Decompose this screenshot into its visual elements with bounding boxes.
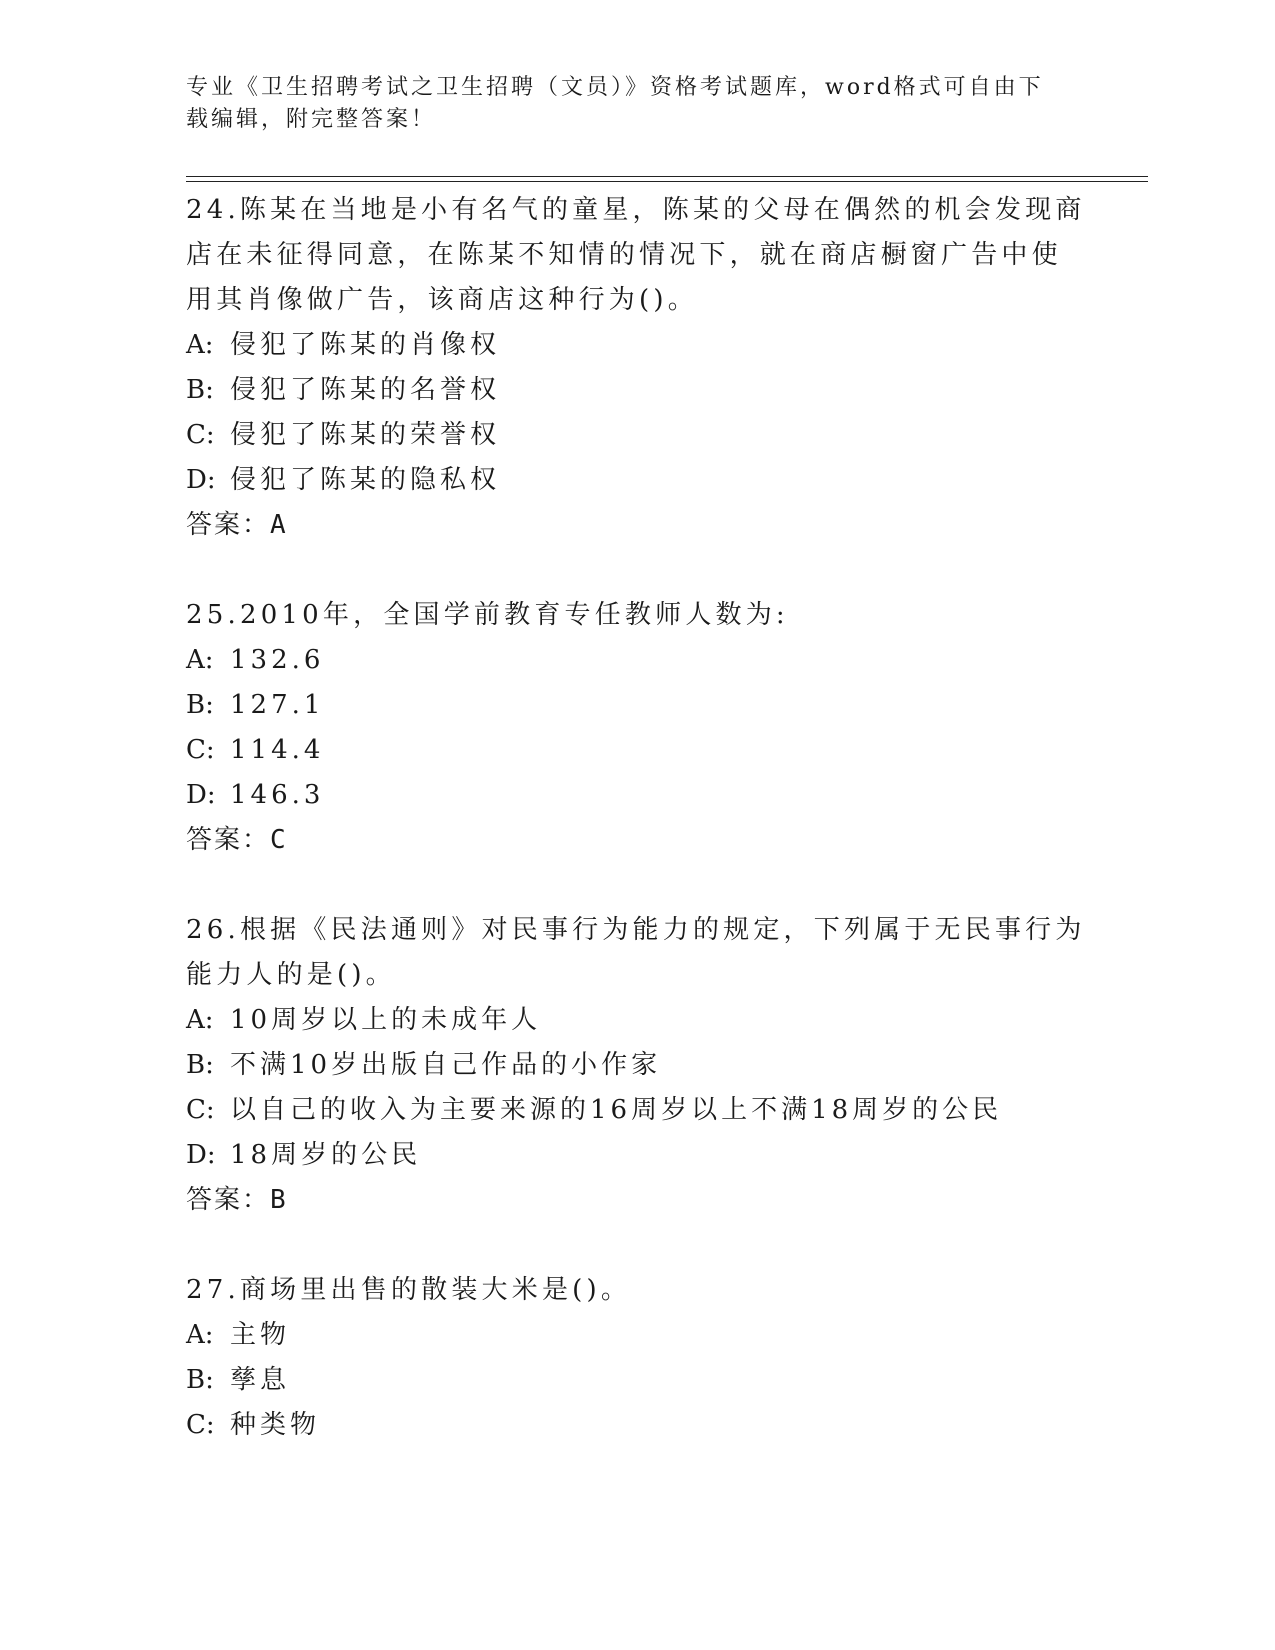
option-letter: A: xyxy=(186,330,214,360)
option-letter: B: xyxy=(186,1365,214,1395)
option-text: 18周岁的公民 xyxy=(230,1140,422,1170)
option-letter: B: xyxy=(186,375,214,405)
option-letter: D: xyxy=(186,465,216,495)
option-letter: D: xyxy=(186,780,216,810)
answer-line xyxy=(186,503,1086,548)
option-letter: A: xyxy=(186,645,214,675)
option-letter: D: xyxy=(186,1140,216,1170)
option-text: 以自己的收入为主要来源的16周岁以上不满18周岁的公民 xyxy=(230,1095,1003,1125)
answer-label: 答案： xyxy=(186,510,271,540)
option-c xyxy=(186,728,1086,773)
answer-label: 答案： xyxy=(186,1185,271,1215)
option-text: 孳息 xyxy=(230,1365,291,1395)
option-a xyxy=(186,1313,1086,1358)
option-b xyxy=(186,683,1086,728)
option-letter: A: xyxy=(186,1005,214,1035)
header-divider-top xyxy=(186,176,1148,177)
option-text: 114.4 xyxy=(230,735,325,765)
option-c xyxy=(186,413,1086,458)
option-letter: B: xyxy=(186,690,214,720)
option-text: 侵犯了陈某的名誉权 xyxy=(230,375,501,405)
option-c xyxy=(186,1403,1086,1448)
option-text: 132.6 xyxy=(230,645,325,675)
option-b xyxy=(186,1043,1086,1088)
option-c xyxy=(186,1088,1086,1133)
option-a xyxy=(186,323,1086,368)
question-stem: 26.根据《民法通则》对民事行为能力的规定，下列属于无民事行为能力人的是()。 xyxy=(186,915,1086,990)
option-text: 146.3 xyxy=(230,780,325,810)
answer-value: C xyxy=(270,825,288,855)
option-text: 主物 xyxy=(230,1320,291,1350)
option-letter: C: xyxy=(186,1095,215,1125)
option-text: 侵犯了陈某的隐私权 xyxy=(230,465,501,495)
option-b xyxy=(186,1358,1086,1403)
option-letter: A: xyxy=(186,1320,214,1350)
question-stem: 24.陈某在当地是小有名气的童星，陈某的父母在偶然的机会发现商店在未征得同意，在陈某不知情的情况下，就在商店橱窗广告中使用其肖像做广告，该商店这种行为()。 xyxy=(186,195,1086,315)
answer-value: A xyxy=(270,510,288,540)
answer-line xyxy=(186,818,1086,863)
option-letter: C: xyxy=(186,1410,215,1440)
option-text: 10周岁以上的未成年人 xyxy=(230,1005,542,1035)
answer-line xyxy=(186,1178,1086,1223)
option-a xyxy=(186,638,1086,683)
header-divider-bottom xyxy=(186,181,1148,182)
answer-label: 答案： xyxy=(186,825,271,855)
option-letter: C: xyxy=(186,735,215,765)
option-text: 127.1 xyxy=(230,690,325,720)
document-header: 专业《卫生招聘考试之卫生招聘（文员）》资格考试题库，word格式可自由下载编辑，附完整答案！ xyxy=(186,75,1044,132)
answer-value: B xyxy=(270,1185,288,1215)
question-24 xyxy=(186,188,1086,548)
option-text: 侵犯了陈某的肖像权 xyxy=(230,330,501,360)
question-stem: 27.商场里出售的散装大米是()。 xyxy=(186,1275,632,1305)
option-b xyxy=(186,368,1086,413)
question-25 xyxy=(186,593,1086,863)
option-text: 侵犯了陈某的荣誉权 xyxy=(230,420,501,450)
question-stem: 25.2010年，全国学前教育专任教师人数为: xyxy=(186,600,789,630)
option-d xyxy=(186,458,1086,503)
question-list xyxy=(186,188,1086,1493)
option-d xyxy=(186,773,1086,818)
option-letter: C: xyxy=(186,420,215,450)
question-26 xyxy=(186,908,1086,1223)
option-a xyxy=(186,998,1086,1043)
question-27 xyxy=(186,1268,1086,1448)
option-d xyxy=(186,1133,1086,1178)
option-text: 不满10岁出版自己作品的小作家 xyxy=(230,1050,662,1080)
option-letter: B: xyxy=(186,1050,214,1080)
option-text: 种类物 xyxy=(230,1410,321,1440)
